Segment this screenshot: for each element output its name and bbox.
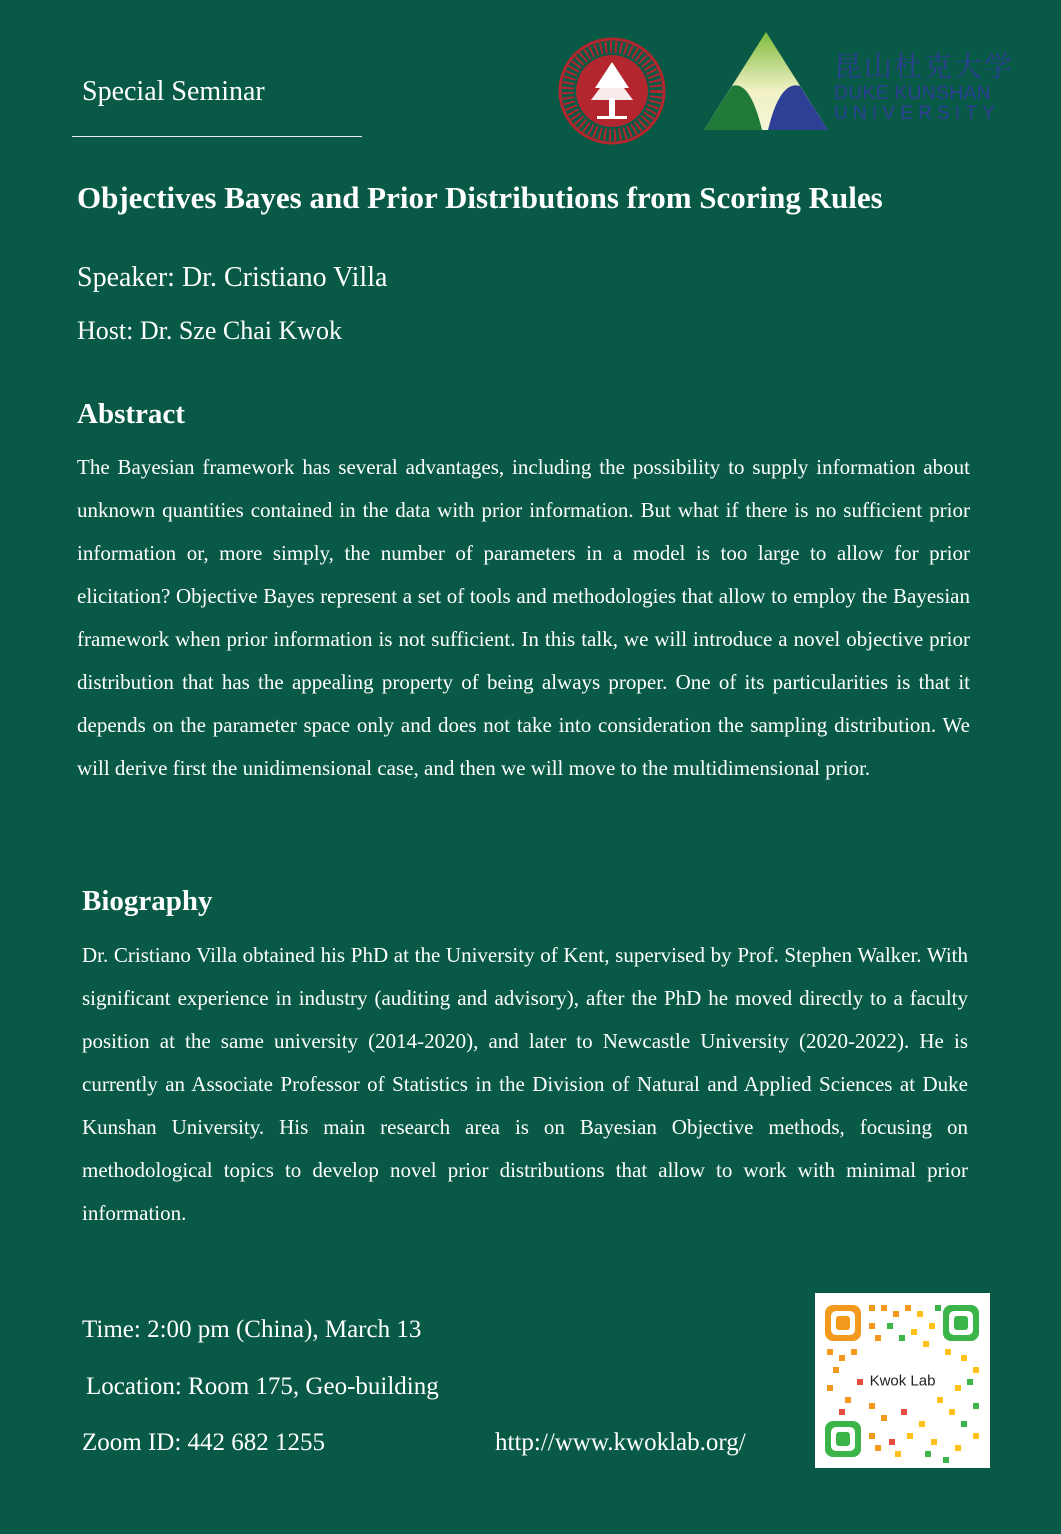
speaker-line: Speaker: Dr. Cristiano Villa bbox=[77, 262, 388, 293]
biography-body: Dr. Cristiano Villa obtained his PhD at the University of Kent, supervised by Prof. Stephen Walker. With significant experience in industry (auditing and advisory), after the PhD he moved directly to a faculty position at the same university (2014-2020), and later to Newcastle University (2020-2022). He is currently an Associate Professor of Statistics in the Division of Natural and Applied Sciences at Duke Kunshan University. His main research area is on Bayesian Objective methods, focusing on methodological topics to develop novel prior distributions that allow to work with minimal prior information. bbox=[82, 943, 968, 1225]
abstract-body: The Bayesian framework has several advantages, including the possibility to supply information about unknown quantities contained in the data with prior information. But what if there is no sufficient prior information or, more simply, the number of parameters in a model is too large to allow for prior elicitation? Objective Bayes represent a set of tools and methodologies that allow to employ the Bayesian framework when prior information is not sufficient. In this talk, we will introduce a novel objective prior distribution that has the appealing property of being always proper. One of its particularities is that it depends on the parameter space only and does not take into consideration the sampling distribution. We will derive first the unidimensional case, and then we will move to the multidimensional prior. bbox=[77, 455, 970, 780]
header-divider bbox=[72, 136, 362, 137]
duke-kunshan-logo-mark bbox=[704, 30, 828, 130]
dku-english-line2: UNIVERSITY bbox=[834, 103, 1001, 124]
event-time: Time: 2:00 pm (China), March 13 bbox=[82, 1316, 422, 1343]
qr-code[interactable] bbox=[815, 1293, 990, 1468]
abstract-heading: Abstract bbox=[77, 398, 185, 430]
university-seal-logo bbox=[557, 36, 667, 146]
biography-heading: Biography bbox=[82, 885, 213, 917]
dku-english-line1: DUKE KUNSHAN bbox=[834, 83, 991, 104]
duke-kunshan-wordmark bbox=[834, 50, 1014, 124]
website-link[interactable]: http://www.kwoklab.org/ bbox=[495, 1429, 746, 1456]
host-line: Host: Dr. Sze Chai Kwok bbox=[77, 316, 343, 345]
event-location: Location: Room 175, Geo-building bbox=[86, 1373, 439, 1400]
seminar-title: Objectives Bayes and Prior Distributions from Scoring Rules bbox=[77, 180, 883, 215]
dku-chinese-name: 昆山杜克大学 bbox=[834, 50, 1015, 83]
series-label: Special Seminar bbox=[82, 76, 265, 107]
zoom-id: Zoom ID: 442 682 1255 bbox=[82, 1429, 326, 1456]
qr-label: Kwok Lab bbox=[867, 1371, 939, 1390]
